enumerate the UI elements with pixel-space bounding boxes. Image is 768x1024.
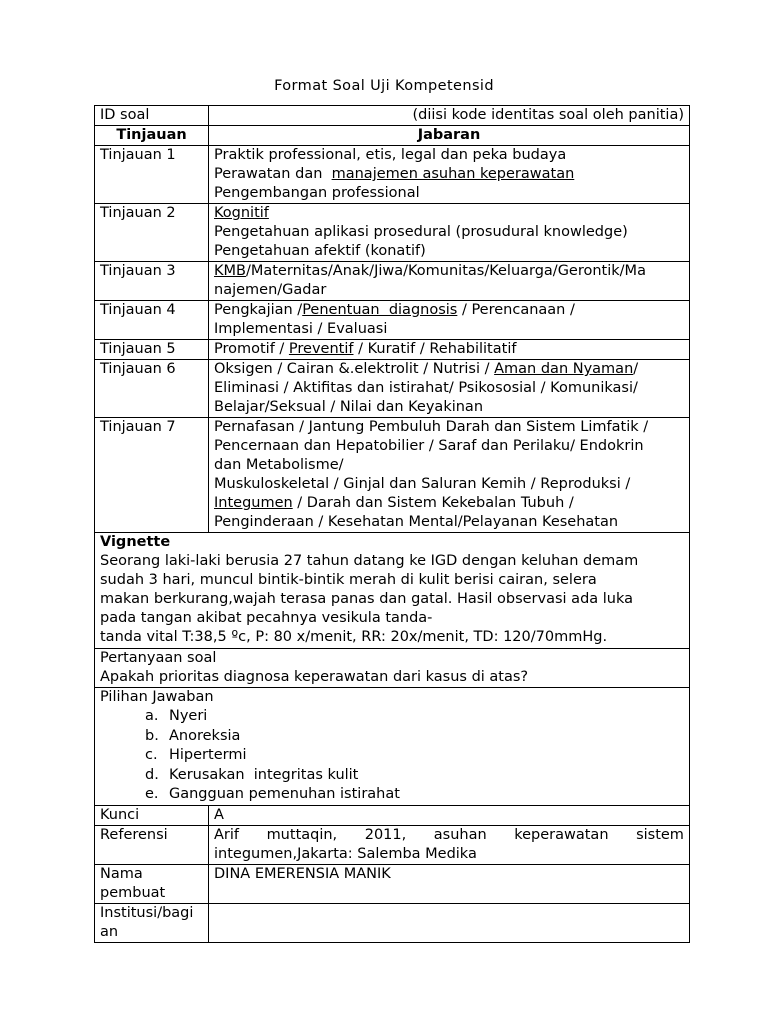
id-soal-row [95,106,690,126]
tinjauan-6-label: Tinjauan 6 [95,360,209,418]
tinjauan-1-label: Tinjauan 1 [95,146,209,204]
tinjauan-3-row [95,262,690,301]
referensi-label: Referensi [95,825,209,864]
choice-item: a. Nyeri [145,708,208,724]
tinjauan-7-label: Tinjauan 7 [95,418,209,533]
tinjauan-5-content [209,340,690,360]
vignette-line: sudah 3 hari, muncul bintik-bintik merah di kulit berisi cairan, selera [100,572,597,588]
header-jabaran: Jabaran [209,126,690,146]
tinjauan-2-line: Pengetahuan aplikasi prosedural (prosudural knowledge) [214,224,628,240]
tinjauan-4-line: Pengkajian /Penentuan diagnosis / Perencanaan / [214,302,575,318]
tinjauan-1-row [95,146,690,204]
tinjauan-1-line: Pengembangan professional [214,185,420,201]
page-title: Format Soal Uji Kompetensid [274,78,494,94]
tinjauan-7-line: Integumen / Darah dan Sistem Kekebalan Tubuh / [214,495,574,511]
tinjauan-2-label: Tinjauan 2 [95,204,209,262]
tinjauan-1-content [209,146,690,204]
tinjauan-7-line: Penginderaan / Kesehatan Mental/Pelayanan Kesehatan [214,514,619,530]
tinjauan-4-content [209,301,690,340]
tinjauan-3-line: KMB/Maternitas/Anak/Jiwa/Komunitas/Keluarga/Gerontik/Ma [214,263,646,279]
header-row [95,126,690,146]
header-tinjauan: Tinjauan [95,126,209,146]
tinjauan-7-line: dan Metabolisme/ [214,457,344,473]
tinjauan-7-line: Muskuloskeletal / Ginjal dan Saluran Kemih / Reproduksi / [214,476,631,492]
pembuat-value: DINA EMERENSIA MANIK [209,864,690,903]
vignette-cell [95,533,690,649]
tinjauan-2-line: Kognitif [214,205,269,221]
referensi-value [209,825,690,864]
tinjauan-3-content [209,262,690,301]
pembuat-label: Nama pembuat [95,864,209,903]
institusi-value [209,903,690,942]
pilihan-row [95,688,690,806]
institusi-label: Institusi/bagi an [95,903,209,942]
referensi-row [95,825,690,864]
kunci-label: Kunci [95,805,209,825]
choice-item: b. Anoreksia [145,727,241,744]
tinjauan-2-content [209,204,690,262]
vignette-line: pada tangan akibat pecahnya vesikula tanda- [100,610,433,626]
pertanyaan-row [95,649,690,688]
tinjauan-4-line: Implementasi / Evaluasi [214,321,388,337]
vignette-line: tanda vital T:38,5 ºc, P: 80 x/menit, RR: 20x/menit, TD: 120/70mmHg. [100,629,608,645]
tinjauan-7-content [209,418,690,533]
tinjauan-6-line: Eliminasi / Aktifitas dan istirahat/ Psikososial / Komunikasi/ [214,380,638,396]
pertanyaan-label: Pertanyaan soal [100,650,217,666]
kunci-value: A [209,805,690,825]
tinjauan-5-line: Promotif / Preventif / Kuratif / Rehabilitatif [214,341,517,357]
tinjauan-4-label: Tinjauan 4 [95,301,209,340]
pembuat-row [95,864,690,903]
tinjauan-1-line: Perawatan dan manajemen asuhan keperawatan [214,166,575,182]
pilihan-cell [95,688,690,806]
kunci-row [95,805,690,825]
tinjauan-3-label: Tinjauan 3 [95,262,209,301]
institusi-row [95,903,690,942]
tinjauan-3-line: najemen/Gadar [214,282,327,298]
vignette-title: Vignette [100,534,171,550]
tinjauan-7-line: Pencernaan dan Hepatobilier / Saraf dan Perilaku/ Endokrin [214,438,644,454]
tinjauan-2-line: Pengetahuan afektif (konatif) [214,243,426,259]
vignette-row [95,533,690,649]
tinjauan-7-row [95,418,690,533]
id-soal-value: (diisi kode identitas soal oleh panitia) [209,106,690,126]
tinjauan-6-line: Oksigen / Cairan &.elektrolit / Nutrisi / Aman dan Nyaman/ [214,361,639,377]
referensi-line: integumen,Jakarta: Salemba Medika [214,845,477,862]
tinjauan-6-line: Belajar/Seksual / Nilai dan Keyakinan [214,399,484,415]
choice-list [100,707,684,805]
tinjauan-6-content [209,360,690,418]
tinjauan-6-row [95,360,690,418]
tinjauan-5-row [95,340,690,360]
choice-item: e. Gangguan pemenuhan istirahat [145,786,400,802]
pilihan-label: Pilihan Jawaban [100,689,214,705]
tinjauan-4-row [95,301,690,340]
tinjauan-1-line: Praktik professional, etis, legal dan peka budaya [214,147,567,163]
tinjauan-2-row [95,204,690,262]
vignette-line: Seorang laki-laki berusia 27 tahun datang ke IGD dengan keluhan demam [100,553,639,569]
pertanyaan-text: Apakah prioritas diagnosa keperawatan dari kasus di atas? [100,669,529,685]
tinjauan-5-label: Tinjauan 5 [95,340,209,360]
tinjauan-7-line: Pernafasan / Jantung Pembuluh Darah dan Sistem Limfatik / [214,419,649,435]
choice-item: c. Hipertermi [145,747,247,763]
question-format-table [94,105,690,943]
pertanyaan-cell [95,649,690,688]
id-soal-label: ID soal [95,106,209,126]
vignette-line: makan berkurang,wajah terasa panas dan gatal. Hasil observasi ada luka [100,591,634,607]
referensi-line: Arif muttaqin, 2011, asuhan keperawatan sistem [214,826,684,843]
choice-item: d. Kerusakan integritas kulit [145,766,359,783]
